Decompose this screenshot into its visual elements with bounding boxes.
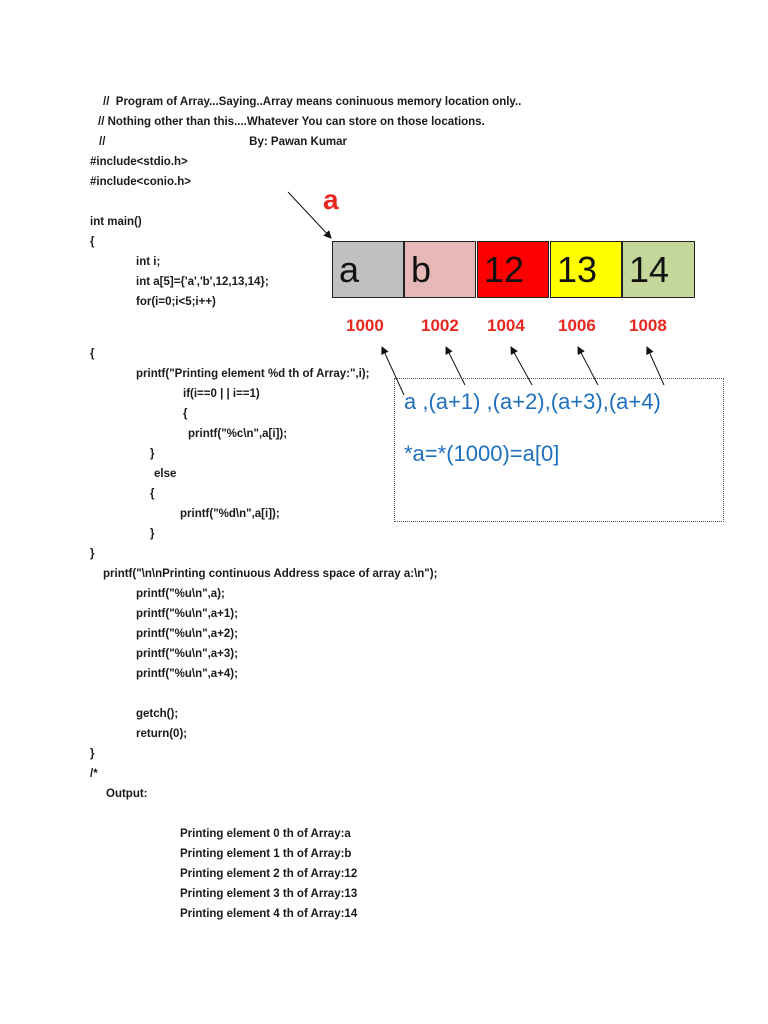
code-line: } xyxy=(150,528,155,540)
code-line: { xyxy=(150,488,155,500)
code-line: Printing element 0 th of Array:a xyxy=(180,828,351,840)
code-line: int i; xyxy=(136,256,161,268)
code-line: { xyxy=(90,348,95,360)
address-label: 1004 xyxy=(487,316,525,335)
code-line: if(i==0 | | i==1) xyxy=(183,388,260,400)
code-line: // Program of Array...Saying..Array means coninuous memory location only.. xyxy=(103,96,522,108)
code-line: printf("%u\n",a); xyxy=(136,588,225,600)
code-line: int a[5]={'a','b',12,13,14}; xyxy=(136,276,269,288)
code-line: printf("%c\n",a[i]); xyxy=(188,428,288,440)
code-line: } xyxy=(90,548,95,560)
code-line: Output: xyxy=(106,788,148,800)
code-line: // By: Pawan Kumar xyxy=(99,136,347,148)
code-line: int main() xyxy=(90,216,142,228)
code-line: printf("%u\n",a+4); xyxy=(136,668,238,680)
code-line: return(0); xyxy=(136,728,188,740)
array-cell-4: 14 xyxy=(622,241,695,298)
code-line: Printing element 2 th of Array:12 xyxy=(180,868,358,880)
code-line: /* xyxy=(90,768,98,780)
code-line: // Nothing other than this....Whatever You can store on those locations. xyxy=(98,116,485,128)
code-line: Printing element 3 th of Array:13 xyxy=(180,888,358,900)
array-cell-0: a xyxy=(332,241,404,298)
code-line: } xyxy=(150,448,155,460)
code-line: #include<conio.h> xyxy=(90,176,191,188)
code-line: for(i=0;i<5;i++) xyxy=(136,296,216,308)
code-line: getch(); xyxy=(136,708,179,720)
code-line: Printing element 4 th of Array:14 xyxy=(180,908,358,920)
pointer-label: a xyxy=(323,184,339,215)
address-label: 1002 xyxy=(421,316,459,335)
address-label: 1008 xyxy=(629,316,667,335)
code-line: printf("%d\n",a[i]); xyxy=(180,508,280,520)
code-line: printf("Printing element %d th of Array:",i); xyxy=(136,368,370,380)
code-line: { xyxy=(183,408,188,420)
code-line: printf("%u\n",a+3); xyxy=(136,648,238,660)
note-line-offsets: a ,(a+1) ,(a+2),(a+3),(a+4) xyxy=(404,389,661,414)
array-cell-3: 13 xyxy=(550,241,622,298)
array-cell-1: b xyxy=(404,241,476,298)
address-label: 1006 xyxy=(558,316,596,335)
code-line: printf("%u\n",a+2); xyxy=(136,628,238,640)
code-line: printf("\n\nPrinting continuous Address space of array a:\n"); xyxy=(103,568,438,580)
code-line: Printing element 1 th of Array:b xyxy=(180,848,352,860)
code-line: #include<stdio.h> xyxy=(90,156,188,168)
note-line-deref: *a=*(1000)=a[0] xyxy=(404,441,560,466)
code-line: else xyxy=(154,468,177,480)
array-cell-2: 12 xyxy=(477,241,549,298)
address-label: 1000 xyxy=(346,316,384,335)
code-line: printf("%u\n",a+1); xyxy=(136,608,238,620)
code-line: { xyxy=(90,236,95,248)
code-line: } xyxy=(90,748,95,760)
